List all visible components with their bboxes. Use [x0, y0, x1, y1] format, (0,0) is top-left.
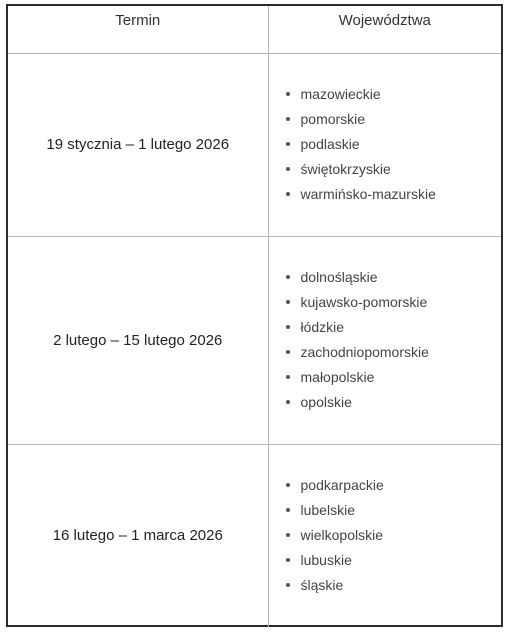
bullet-icon [286, 92, 290, 96]
bullet-icon [286, 583, 290, 587]
list-item [301, 132, 502, 157]
header-term: Termin [8, 6, 268, 53]
region-name: lubelskie [300, 502, 355, 519]
region-name: opolskie [300, 394, 352, 410]
region-name: podlaskie [300, 136, 360, 152]
region-name: mazowieckie [300, 86, 381, 102]
list-item [301, 573, 502, 598]
list-item [301, 290, 502, 315]
list-item [301, 265, 502, 290]
list-item [301, 82, 502, 107]
header-regions: Województwa [268, 6, 501, 53]
bullet-icon [286, 375, 290, 379]
list-item [301, 107, 502, 132]
list-item [301, 315, 502, 340]
bullet-icon [286, 192, 290, 196]
region-name: dolnośląskie [300, 269, 378, 285]
regions-list [269, 473, 502, 598]
bullet-icon [286, 400, 290, 404]
term-cell: 19 stycznia – 1 lutego 2026 [8, 53, 268, 236]
bullet-icon [286, 117, 290, 121]
list-item [301, 340, 502, 365]
regions-cell [268, 236, 501, 444]
bullet-icon [286, 558, 290, 562]
region-name: małopolskie [300, 369, 375, 385]
list-item [301, 182, 502, 207]
regions-list [269, 265, 502, 415]
bullet-icon [286, 325, 290, 329]
term-cell: 2 lutego – 15 lutego 2026 [8, 236, 268, 444]
region-name: kujawsko-pomorskie [300, 294, 428, 310]
list-item [301, 157, 502, 182]
list-item [301, 523, 502, 548]
region-name: pomorskie [300, 111, 366, 127]
bullet-icon [286, 275, 290, 279]
list-item [301, 498, 502, 523]
bullet-icon [286, 508, 290, 512]
region-name: lubuskie [300, 552, 352, 569]
region-name: wielkopolskie [300, 527, 383, 544]
regions-cell [268, 53, 501, 236]
bullet-icon [286, 142, 290, 146]
region-name: zachodniopomorskie [300, 344, 429, 360]
term-cell: 16 lutego – 1 marca 2026 [8, 444, 268, 627]
schedule-table [8, 6, 501, 627]
table-row [8, 236, 501, 444]
schedule-table-container [6, 4, 503, 627]
bullet-icon [286, 483, 290, 487]
bullet-icon [286, 300, 290, 304]
table-header-row [8, 6, 501, 53]
table-row [8, 53, 501, 236]
region-name: podkarpackie [300, 477, 384, 494]
list-item [301, 473, 502, 498]
bullet-icon [286, 350, 290, 354]
region-name: śląskie [300, 577, 344, 594]
regions-cell [268, 444, 501, 627]
region-name: łódzkie [300, 319, 345, 335]
bullet-icon [286, 533, 290, 537]
list-item [301, 548, 502, 573]
region-name: świętokrzyskie [300, 161, 391, 177]
regions-list [269, 82, 502, 207]
bullet-icon [286, 167, 290, 171]
table-row [8, 444, 501, 627]
list-item [301, 390, 502, 415]
region-name: warmińsko-mazurskie [300, 186, 436, 202]
list-item [301, 365, 502, 390]
